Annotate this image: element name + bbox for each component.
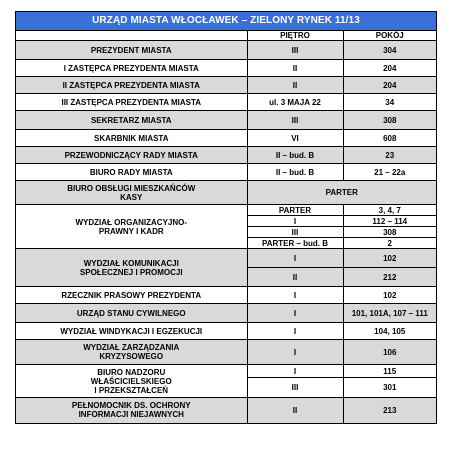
- unit-name: BIURO RADY MIASTA: [16, 164, 247, 181]
- unit-name: [16, 249, 247, 287]
- unit-room: 104, 105: [343, 323, 436, 340]
- unit-room: 301: [343, 378, 436, 398]
- directory-title: URZĄD MIASTA WŁOCŁAWEK – ZIELONY RYNEK 11/13: [16, 12, 436, 31]
- unit-floor: II – bud. B: [247, 147, 343, 164]
- unit-name: SEKRETARZ MIASTA: [16, 111, 247, 130]
- unit-floor: I: [247, 323, 343, 340]
- table-row: [16, 287, 436, 304]
- header-name: [16, 31, 247, 41]
- unit-floor: I: [247, 249, 343, 268]
- unit-name: [16, 398, 247, 423]
- table-row: [16, 130, 436, 147]
- header-row: [16, 31, 436, 41]
- unit-room: 102: [343, 287, 436, 304]
- unit-floor: VI: [247, 130, 343, 147]
- unit-name-line: PRAWNY I KADR: [98, 226, 164, 236]
- unit-name: [16, 365, 247, 398]
- unit-floor: I: [247, 287, 343, 304]
- unit-room: 212: [343, 268, 436, 287]
- unit-room: 3, 4, 7: [343, 205, 436, 216]
- unit-name-line: INFORMACJI NIEJAWNYCH: [78, 410, 184, 420]
- unit-name: RZECZNIK PRASOWY PREZYDENTA: [16, 287, 247, 304]
- unit-floor: I: [247, 340, 343, 365]
- unit-floor: III: [247, 41, 343, 60]
- table-row: [16, 111, 436, 130]
- unit-floor: ul. 3 MAJA 22: [247, 94, 343, 111]
- unit-room: 112 – 114: [343, 216, 436, 227]
- table-row: [16, 77, 436, 94]
- unit-room: 204: [343, 77, 436, 94]
- unit-name: PREZYDENT MIASTA: [16, 41, 247, 60]
- unit-name-line: PEŁNOMOCNIK DS. OCHRONY: [71, 401, 191, 411]
- unit-name: II ZASTĘPCA PREZYDENTA MIASTA: [16, 77, 247, 94]
- table-row: [16, 304, 436, 323]
- unit-name: URZĄD STANU CYWILNEGO: [16, 304, 247, 323]
- unit-floor: III: [247, 227, 343, 238]
- unit-room: 608: [343, 130, 436, 147]
- unit-floor: I: [247, 365, 343, 378]
- unit-name-line: BIURO OBSŁUGI MIESZKAŃCÓW: [67, 183, 196, 193]
- unit-room: 308: [343, 111, 436, 130]
- unit-name: PRZEWODNICZĄCY RADY MIASTA: [16, 147, 247, 164]
- header-floor: PIĘTRO: [247, 31, 343, 41]
- unit-name: III ZASTĘPCA PREZYDENTA MIASTA: [16, 94, 247, 111]
- unit-floor: II – bud. B: [247, 164, 343, 181]
- unit-room: 34: [343, 94, 436, 111]
- unit-name-line: WYDZIAŁ KOMUNIKACJI: [83, 258, 179, 268]
- directory-table: [16, 31, 436, 423]
- table-row: [16, 205, 436, 216]
- unit-name-line: I PRZEKSZTAŁCEŃ: [94, 385, 169, 395]
- unit-name-line: KRYZYSOWEGO: [99, 352, 164, 361]
- table-row: [16, 147, 436, 164]
- unit-room: 102: [343, 249, 436, 268]
- table-row: [16, 249, 436, 268]
- unit-name: I ZASTĘPCA PREZYDENTA MIASTA: [16, 60, 247, 77]
- unit-room: 101, 101A, 107 – 111: [343, 304, 436, 323]
- unit-floor: II: [247, 398, 343, 423]
- unit-name: [16, 181, 247, 205]
- table-row: [16, 60, 436, 77]
- unit-name-line: KASY: [120, 192, 143, 202]
- unit-location: PARTER: [247, 181, 436, 205]
- unit-name: [16, 205, 247, 249]
- unit-room: 115: [343, 365, 436, 378]
- table-row: [16, 365, 436, 378]
- unit-name: WYDZIAŁ WINDYKACJI I EGZEKUCJI: [16, 323, 247, 340]
- unit-name: SKARBNIK MIASTA: [16, 130, 247, 147]
- unit-name-line: WYDZIAŁ ORGANIZACYJNO-: [75, 217, 188, 227]
- header-room: POKÓJ: [343, 31, 436, 41]
- unit-floor: II: [247, 77, 343, 94]
- unit-name: [16, 340, 247, 365]
- unit-floor: II: [247, 60, 343, 77]
- unit-floor: I: [247, 216, 343, 227]
- unit-name-line: SPOŁECZNEJ I PROMOCJI: [79, 267, 183, 277]
- unit-room: 304: [343, 41, 436, 60]
- unit-room: 21 – 22a: [343, 164, 436, 181]
- unit-floor: PARTER: [247, 205, 343, 216]
- unit-name-line: WŁAŚCICIELSKIEGO: [90, 376, 172, 386]
- table-row: [16, 94, 436, 111]
- unit-floor: II: [247, 268, 343, 287]
- unit-floor: PARTER – bud. B: [247, 238, 343, 249]
- unit-floor: III: [247, 111, 343, 130]
- unit-room: 23: [343, 147, 436, 164]
- table-row: [16, 41, 436, 60]
- table-row: [16, 340, 436, 365]
- unit-room: 106: [343, 340, 436, 365]
- unit-name-line: BIURO NADZORU: [97, 367, 166, 377]
- office-directory-board: [15, 11, 437, 424]
- table-row: [16, 398, 436, 423]
- unit-name-line: WYDZIAŁ ZARZĄDZANIA: [83, 343, 180, 352]
- unit-floor: I: [247, 304, 343, 323]
- unit-room: 308: [343, 227, 436, 238]
- table-row: [16, 181, 436, 205]
- unit-room: 2: [343, 238, 436, 249]
- unit-room: 213: [343, 398, 436, 423]
- table-row: [16, 164, 436, 181]
- unit-floor: III: [247, 378, 343, 398]
- table-row: [16, 323, 436, 340]
- unit-room: 204: [343, 60, 436, 77]
